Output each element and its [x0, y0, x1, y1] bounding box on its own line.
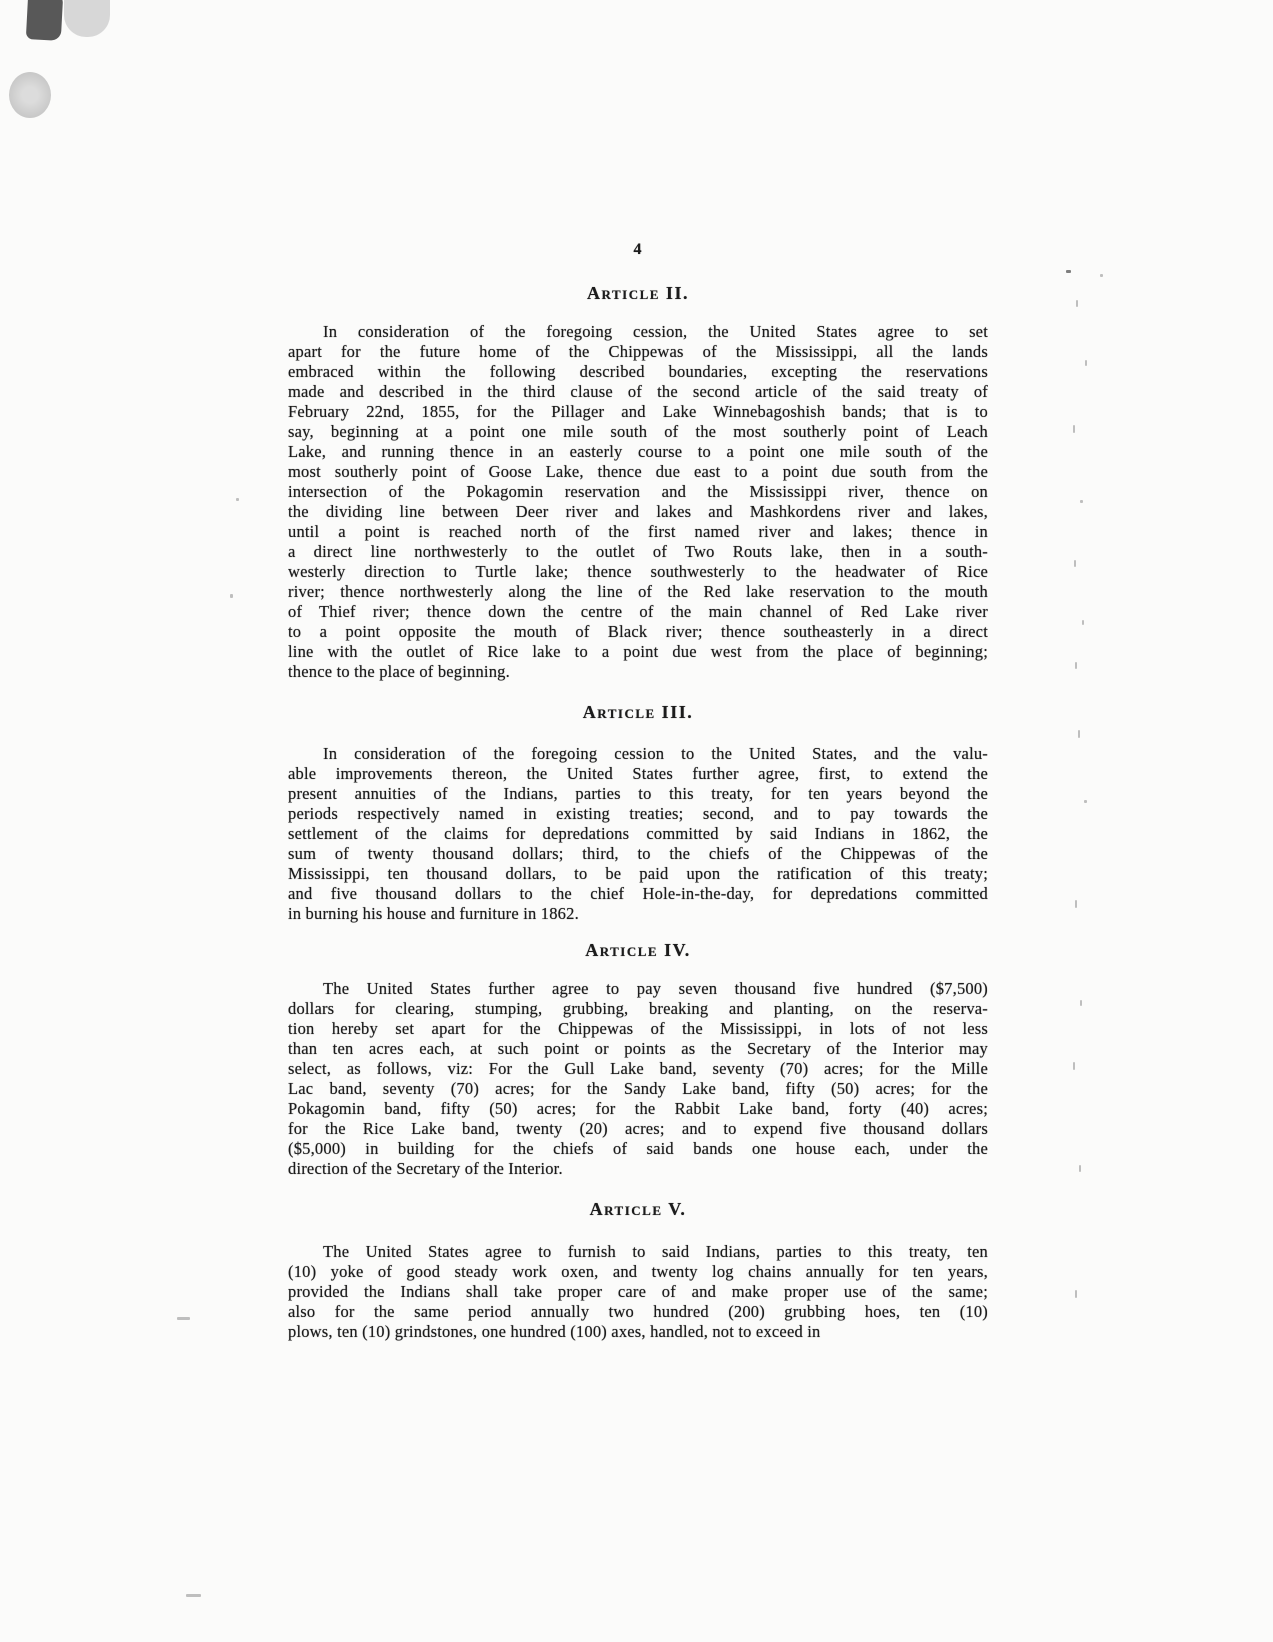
scan-speck — [236, 498, 239, 501]
scan-speck — [177, 1317, 190, 1320]
text-line: until a point is reached north of the first named river and lakes; thence in — [288, 522, 988, 541]
text-line: to a point opposite the mouth of Black river; thence southeasterly in a direct — [288, 622, 988, 641]
text-line: dollars for clearing, stumping, grubbing, breaking and planting, on the reserva- — [288, 999, 988, 1018]
scan-speck — [1082, 620, 1084, 625]
scan-artifact-gray-disc — [9, 72, 51, 118]
article-paragraph — [288, 322, 988, 682]
scan-artifact-dark-blob — [26, 0, 63, 41]
text-line: February 22nd, 1855, for the Pillager and Lake Winnebagoshish bands; that is to — [288, 402, 988, 421]
article-section-5 — [288, 1197, 988, 1342]
text-line: tion hereby set apart for the Chippewas of the Mississippi, in lots of not less — [288, 1019, 988, 1038]
article-paragraph — [288, 1242, 988, 1342]
article-paragraph — [288, 744, 988, 924]
scan-speck — [186, 1594, 201, 1597]
article-heading: Article III. — [582, 702, 694, 722]
text-line: river; thence northwesterly along the line of the Red lake reservation to the mouth — [288, 582, 988, 601]
scan-speck — [1085, 360, 1087, 366]
text-line: westerly direction to Turtle lake; thence southwesterly to the headwater of Rice — [288, 562, 988, 581]
text-line: present annuities of the Indians, parties to this treaty, for ten years beyond the — [288, 784, 988, 803]
text-line: most southerly point of Goose Lake, thence due east to a point due south from the — [288, 462, 988, 481]
text-line: thence to the place of beginning. — [288, 662, 510, 681]
text-line: say, beginning at a point one mile south of the most southerly point of Leach — [288, 422, 988, 441]
text-line: the dividing line between Deer river and lakes and Mashkordens river and lakes, — [288, 502, 988, 521]
article-heading: Article II. — [587, 283, 689, 303]
text-line: direction of the Secretary of the Interior. — [288, 1159, 563, 1178]
text-line: line with the outlet of Rice lake to a point due west from the place of beginning; — [288, 642, 988, 661]
scan-speck — [1079, 1165, 1081, 1172]
text-line: select, as follows, viz: For the Gull Lake band, seventy (70) acres; for the Mille — [288, 1059, 988, 1078]
text-line: In consideration of the foregoing cession, the United States agree to set — [323, 322, 988, 341]
article-section-3 — [288, 700, 988, 924]
text-line: intersection of the Pokagomin reservation and the Mississippi river, thence on — [288, 482, 988, 501]
text-line: of Thief river; thence down the centre of the main channel of Red Lake river — [288, 602, 988, 621]
text-line: and five thousand dollars to the chief Hole-in-the-day, for depredations committed — [288, 884, 988, 903]
text-line: provided the Indians shall take proper care of and make proper use of the same; — [288, 1282, 988, 1301]
scan-speck — [1075, 1290, 1077, 1298]
text-line: The United States agree to furnish to said Indians, parties to this treaty, ten — [323, 1242, 988, 1261]
text-line: Pokagomin band, fifty (50) acres; for the Rabbit Lake band, forty (40) acres; — [288, 1099, 988, 1118]
scan-speck — [1075, 900, 1077, 908]
scan-speck — [1100, 274, 1103, 277]
text-line: for the Rice Lake band, twenty (20) acres; and to expend five thousand dollars — [288, 1119, 988, 1138]
article-paragraph — [288, 979, 988, 1179]
scan-speck — [1080, 1000, 1082, 1006]
scan-speck — [1084, 800, 1087, 803]
text-line: made and described in the third clause of the second article of the said treaty of — [288, 382, 988, 401]
text-line: In consideration of the foregoing cession to the United States, and the valu- — [323, 744, 988, 763]
text-line: The United States further agree to pay seven thousand five hundred ($7,500) — [323, 979, 988, 998]
scan-speck — [1076, 300, 1078, 307]
article-heading: Article IV. — [585, 940, 691, 960]
text-line: Lake, and running thence in an easterly course to a point one mile south of the — [288, 442, 988, 461]
scan-speck — [1074, 560, 1076, 567]
scan-speck — [1078, 730, 1080, 738]
scan-speck — [1080, 500, 1083, 503]
text-line: Lac band, seventy (70) acres; for the Sandy Lake band, fifty (50) acres; for the — [288, 1079, 988, 1098]
scan-speck — [1075, 662, 1077, 669]
scan-speck — [1066, 270, 1071, 273]
text-line: than ten acres each, at such point or points as the Secretary of the Interior may — [288, 1039, 988, 1058]
text-line: settlement of the claims for depredations committed by said Indians in 1862, the — [288, 824, 988, 843]
scan-speck — [1073, 1062, 1075, 1070]
article-section-4 — [288, 938, 988, 1179]
page-number: 4 — [633, 241, 643, 258]
text-line: plows, ten (10) grindstones, one hundred (100) axes, handled, not to exceed in — [288, 1322, 821, 1341]
text-line: embraced within the following described boundaries, excepting the reservations — [288, 362, 988, 381]
text-line: a direct line northwesterly to the outlet of Two Routs lake, then in a south- — [288, 542, 988, 561]
scan-speck — [230, 594, 233, 598]
text-line: apart for the future home of the Chippewas of the Mississippi, all the lands — [288, 342, 988, 361]
text-line: in burning his house and furniture in 1862. — [288, 904, 579, 923]
text-line: Mississippi, ten thousand dollars, to be paid upon the ratification of this treaty; — [288, 864, 988, 883]
article-heading: Article V. — [589, 1199, 687, 1219]
text-line: also for the same period annually two hundred (200) grubbing hoes, ten (10) — [288, 1302, 988, 1321]
text-line: sum of twenty thousand dollars; third, to the chiefs of the Chippewas of the — [288, 844, 988, 863]
scan-speck — [1073, 425, 1075, 433]
text-line: (10) yoke of good steady work oxen, and twenty log chains annually for ten years, — [288, 1262, 988, 1281]
text-line: periods respectively named in existing treaties; second, and to pay towards the — [288, 804, 988, 823]
text-line: ($5,000) in building for the chiefs of said bands one house each, under the — [288, 1139, 988, 1158]
text-line: able improvements thereon, the United States further agree, first, to extend the — [288, 764, 988, 783]
article-section-2 — [288, 281, 988, 682]
scan-artifact-gray-tab — [64, 0, 110, 37]
